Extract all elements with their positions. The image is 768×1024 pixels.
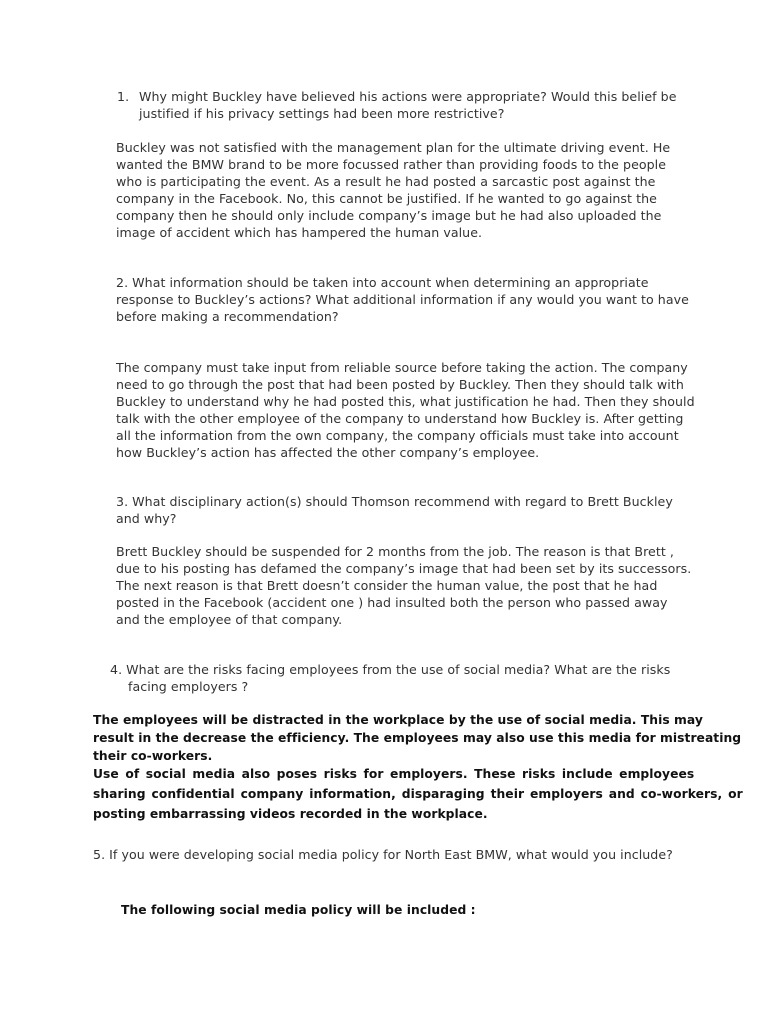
answer-1-line-3: who is participating the event. As a result he had posted a sarcastic post against the xyxy=(116,174,656,189)
answer-1-line-1: Buckley was not satisfied with the management plan for the ultimate driving event. He xyxy=(116,140,671,155)
answer-4-line-1: The employees will be distracted in the workplace by the use of social media. This may xyxy=(93,713,703,727)
answer-2-line-3: Buckley to understand why he had posted this, what justification he had. Then they should xyxy=(116,394,695,409)
question-5-line-1: 5. If you were developing social media policy for North East BMW, what would you include? xyxy=(93,847,673,862)
answer-1-line-5: company then he should only include company’s image but he had also uploaded the xyxy=(116,208,662,223)
question-2-line-3: before making a recommendation? xyxy=(116,309,339,324)
question-4-line-2: facing employers ? xyxy=(128,679,249,694)
question-3-line-1: 3. What disciplinary action(s) should Thomson recommend with regard to Brett Buckley xyxy=(116,494,673,509)
answer-3-line-1: Brett Buckley should be suspended for 2 months from the job. The reason is that Brett , xyxy=(116,544,674,559)
question-2-line-2: response to Buckley’s actions? What additional information if any would you want to have xyxy=(116,292,689,307)
question-1-line-2: justified if his privacy settings had been more restrictive? xyxy=(139,106,505,121)
answer-1-line-2: wanted the BMW brand to be more focussed rather than providing foods to the people xyxy=(116,157,667,172)
answer-5-intro: The following social media policy will be included : xyxy=(121,903,476,917)
answer-2-line-2: need to go through the post that had been posted by Buckley. Then they should talk with xyxy=(116,377,684,392)
answer-4-line-6: posting embarrassing videos recorded in the workplace. xyxy=(93,807,488,821)
question-1-line-1: Why might Buckley have believed his actions were appropriate? Would this belief be xyxy=(139,89,677,104)
answer-1-line-6: image of accident which has hampered the human value. xyxy=(116,225,483,240)
question-3-line-2: and why? xyxy=(116,511,177,526)
answer-2-line-6: how Buckley’s action has affected the other company’s employee. xyxy=(116,445,540,460)
question-2-line-1: 2. What information should be taken into account when determining an appropriate xyxy=(116,275,649,290)
answer-4-line-4: Use of social media also poses risks for employers. These risks include employees xyxy=(93,767,695,781)
answer-3-line-5: and the employee of that company. xyxy=(116,612,343,627)
question-1-number: 1. xyxy=(117,89,130,104)
answer-3-line-3: The next reason is that Brett doesn’t consider the human value, the post that he had xyxy=(116,578,658,593)
answer-4-line-3: their co-workers. xyxy=(93,749,213,763)
question-4-line-1: 4. What are the risks facing employees from the use of social media? What are the risks xyxy=(110,662,671,677)
answer-3-line-4: posted in the Facebook (accident one ) had insulted both the person who passed away xyxy=(116,595,668,610)
answer-3-line-2: due to his posting has defamed the company’s image that had been set by its successors. xyxy=(116,561,692,576)
answer-4-line-5: sharing confidential company information, disparaging their employers and co-workers, or xyxy=(93,787,743,801)
answer-2-line-1: The company must take input from reliable source before taking the action. The company xyxy=(116,360,688,375)
answer-2-line-5: all the information from the own company, the company officials must take into account xyxy=(116,428,679,443)
answer-2-line-4: talk with the other employee of the company to understand how Buckley is. After getting xyxy=(116,411,684,426)
answer-1-line-4: company in the Facebook. No, this cannot be justified. If he wanted to go against the xyxy=(116,191,657,206)
answer-4-line-2: result in the decrease the efficiency. The employees may also use this media for mistreating xyxy=(93,731,742,745)
